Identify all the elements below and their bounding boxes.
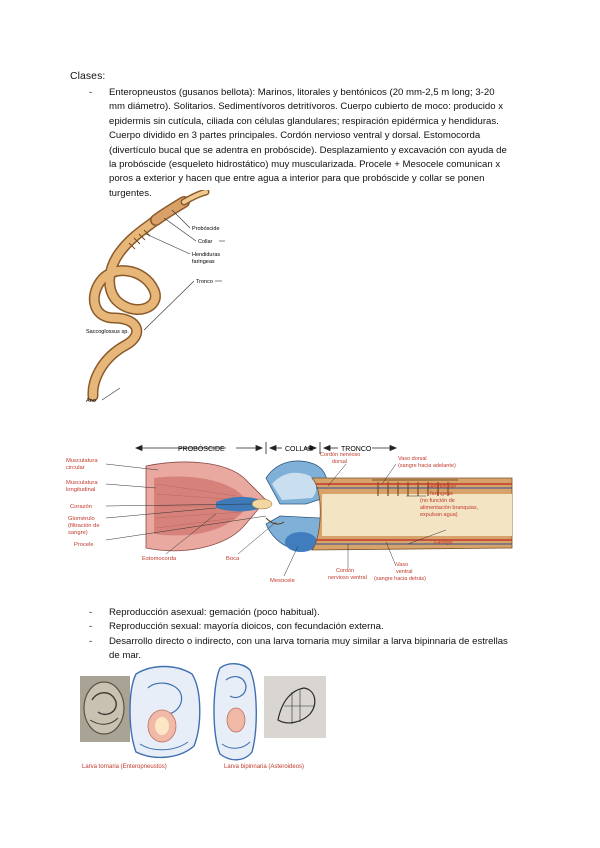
label-hendiduras: Hendiduras	[192, 252, 221, 258]
label-hend-1: Hendiduras	[428, 484, 457, 490]
label-cordon-dorsal-1: Cordón nervioso	[320, 452, 361, 458]
caption-tornaria: Larva tornaria (Enteropneustos)	[82, 764, 167, 770]
label-vaso-ventral-2: ventral	[396, 569, 413, 575]
list-item: - Reproducción asexual: gemación (poco habitual).	[89, 606, 509, 620]
label-corazon: Corazón	[70, 504, 92, 510]
reproduction-list	[89, 606, 509, 664]
tornaria-photo	[80, 676, 130, 742]
label-vaso-ventral-3: (sangre hacia detrás)	[374, 576, 426, 582]
label-cordon-ventral-2: nervioso ventral	[328, 575, 367, 581]
section-figure	[66, 438, 516, 588]
label-ano: Ano	[86, 398, 96, 404]
tornaria-drawing	[130, 667, 200, 758]
caption-bipinnaria: Larva bipinnaria (Asteroideos)	[224, 764, 305, 770]
section-heading: Clases:	[70, 71, 106, 82]
header-proboscide: PROBÓSCIDE	[178, 446, 225, 453]
bipinnaria-drawing	[214, 664, 256, 760]
label-glomerulo-1: Glomérulo	[68, 516, 95, 522]
label-faringeas: faringeas	[192, 259, 215, 265]
list-item: - Enteropneustos (gusanos bellota): Marinos, litorales y bentónicos (20 mm-2,5 m long; 3-20 mm diámetro). Solitarios. Sedimentívoros detritívoros. Cuerpo cubierto de moco: producido x epidermis sin cutícula, ciliada con células glandulares; respiración epidérmica y hendiduras. Cuerpo dividido en 3 partes principales. Cordón nervioso ventral y dorsal. Estomocorda (divertículo bucal que se adentra en probóscide). Desplazamiento y excavación con ayuda de la probóscide (esqueleto hidrostático) muy muscularizada. Procele + Mesocele comunican x poros a exterior y hacen que entre agua a interior para que probóscide y collar se ponen turgentes.	[89, 86, 509, 201]
label-musc-long-1: Musculatura	[66, 480, 98, 486]
label-vaso-dorsal-2: (sangre hacia adelante)	[398, 463, 456, 469]
label-species: Saccoglossus sp.	[86, 329, 129, 335]
label-hend-4: alimentación branquias,	[420, 505, 479, 511]
label-cordon-dorsal-2: dorsal	[332, 459, 347, 465]
larvae-figure	[78, 660, 330, 772]
label-estomocorda: Estomocorda	[142, 556, 177, 562]
label-glomerulo-3: sangre)	[68, 530, 88, 536]
label-vaso-ventral-1: Vaso	[396, 562, 409, 568]
worm-body	[93, 192, 206, 396]
label-proboscide: Probóscide	[192, 226, 220, 232]
label-faringe: Faringe	[434, 540, 453, 546]
label-musc-long-2: longitudinal	[66, 487, 96, 493]
classes-list	[89, 86, 509, 201]
label-mesocele: Mesocele	[270, 578, 295, 584]
label-glomerulo-2: (filtración de	[68, 523, 100, 529]
header-collar: COLLAR	[285, 446, 314, 453]
worm-figure	[84, 190, 264, 406]
label-collar: Collar	[198, 239, 213, 245]
label-hend-2: faríngeas	[430, 491, 453, 497]
header-tronco: TRONCO	[341, 446, 372, 453]
list-item: - Reproducción sexual: mayoría dioicos, con fecundación externa.	[89, 620, 509, 634]
bipinnaria-photo	[264, 676, 326, 738]
label-musc-circ-2: circular	[66, 465, 85, 471]
label-musc-circ-1: Musculatura	[66, 458, 98, 464]
label-vaso-dorsal-1: Vaso dorsal	[398, 456, 427, 462]
label-tronco: Tronco	[196, 279, 213, 285]
label-hend-5: expulsan agua)	[420, 512, 458, 518]
label-cordon-ventral-1: Cordón	[336, 568, 355, 574]
label-boca: Boca	[226, 556, 240, 562]
label-hend-3: (no función de	[420, 498, 455, 504]
list-item: - Desarrollo directo o indirecto, con una larva tornaria muy similar a larva bipinnaria de estrellas de mar.	[89, 635, 509, 664]
label-procele: Procele	[74, 542, 94, 548]
